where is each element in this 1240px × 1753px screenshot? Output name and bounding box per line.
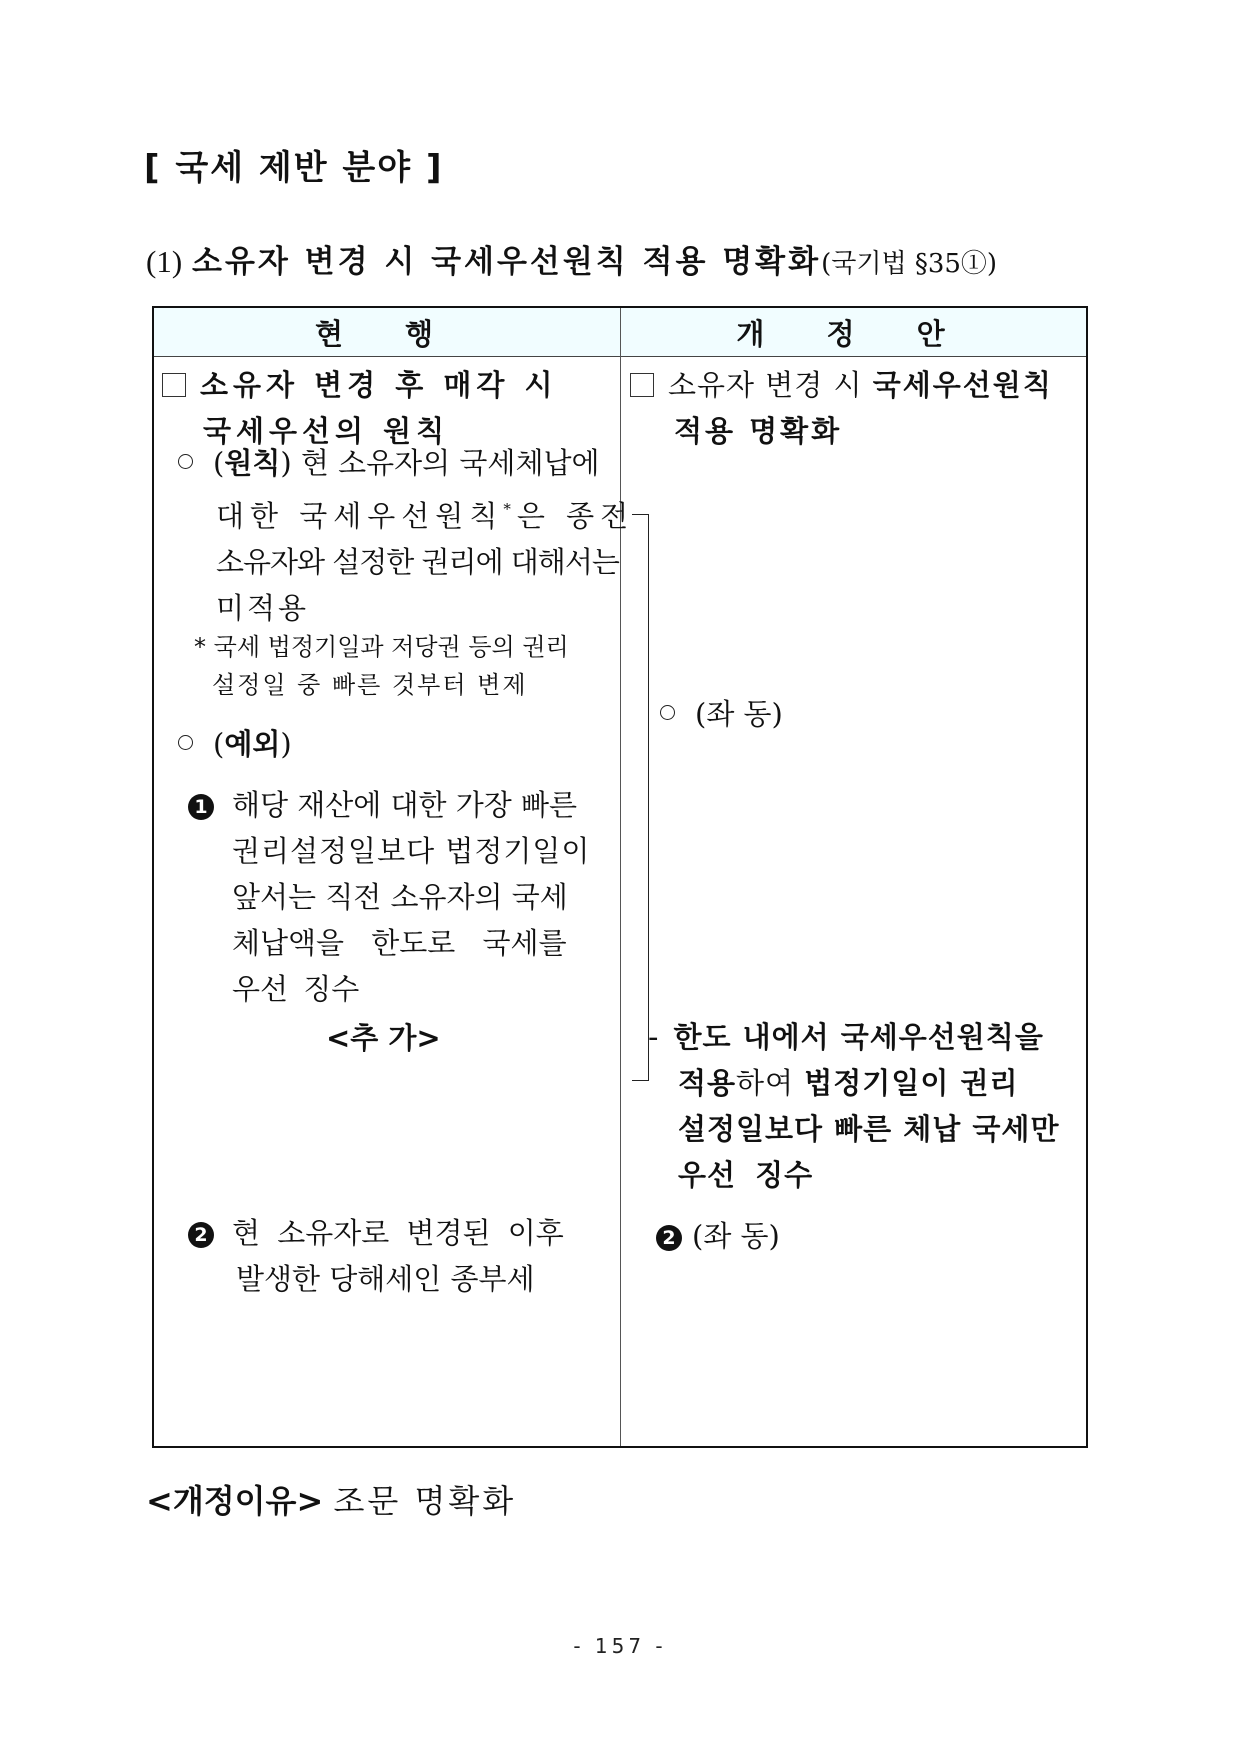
footnote-line2: 설정일 중 빠른 것부터 변제 — [212, 671, 528, 699]
new-item-line2-normal: 하여 — [736, 1066, 805, 1100]
circle-bullet-icon — [178, 735, 193, 750]
header-proposed: 개 정 안 — [621, 308, 1086, 357]
same-as-left-text: (좌 동) — [695, 697, 783, 731]
footnote — [194, 628, 569, 704]
header-current: 현 행 — [154, 308, 620, 357]
exception-1-line5: 우선 징수 — [232, 972, 360, 1006]
exception-heading: (예외) — [178, 722, 292, 763]
exception-1-line2: 권리설정일보다 법정기일이 — [232, 834, 591, 868]
number-1-icon: 1 — [188, 794, 214, 820]
footnote-line1: 국세 법정기일과 저당권 등의 권리 — [213, 633, 569, 661]
principle-line2a: 대한 국세우선원칙 — [216, 499, 504, 533]
footnote-asterisk: * — [194, 633, 206, 661]
proposed-same-1 — [660, 692, 783, 733]
circle-bullet-icon — [178, 454, 193, 469]
footnote-mark: * — [503, 500, 517, 518]
current-heading-line2: 국세우선의 원칙 — [203, 414, 450, 448]
dash-bullet: - — [648, 1020, 660, 1054]
exception-2-line2: 발생한 당해세인 종부세 — [236, 1262, 535, 1296]
reason-text: 조문 명확화 — [333, 1482, 517, 1520]
section-heading: [ 국세 제반 분야 ] — [144, 148, 444, 188]
same-as-left-bracket — [632, 514, 649, 1081]
proposed-heading — [630, 362, 1053, 454]
reason-label: <개정이유> — [146, 1482, 324, 1520]
number-2-icon: 2 — [656, 1225, 682, 1251]
exception-1-line1: 해당 재산에 대한 가장 빠른 — [232, 788, 578, 822]
proposed-item-2-text: (좌 동) — [692, 1219, 780, 1253]
new-item-line2b: 법정기일이 권리 — [804, 1066, 1019, 1100]
item-title — [146, 236, 997, 281]
exception-1-line4: 체납액을 한도로 국세를 — [232, 926, 567, 960]
amendment-reason — [146, 1476, 516, 1522]
principle-line4: 미적용 — [216, 591, 310, 625]
exception-2 — [188, 1210, 564, 1302]
item-number: (1) — [146, 244, 183, 279]
principle-line3: 소유자와 설정한 권리에 대해서는 — [216, 545, 619, 579]
proposed-heading-normal: 소유자 변경 시 — [668, 368, 873, 402]
circle-bullet-icon — [660, 705, 675, 720]
new-item-line3: 설정일보다 빠른 체납 국세만 — [678, 1112, 1060, 1146]
current-heading-line1: 소유자 변경 후 매각 시 — [200, 368, 558, 402]
number-2-icon: 2 — [188, 1222, 214, 1248]
law-reference: (국기법 §35①) — [821, 249, 998, 279]
item-title-text: 소유자 변경 시 국세우선원칙 적용 명확화 — [192, 244, 822, 280]
proposed-new-item — [648, 1014, 1059, 1198]
exception-1-line3: 앞서는 직전 소유자의 국세 — [232, 880, 568, 914]
addition-label: <추 가> — [326, 1021, 441, 1055]
comparison-table — [152, 306, 1088, 1448]
principle-label: 원칙 — [224, 446, 281, 480]
proposed-heading-bold: 국세우선원칙 — [872, 368, 1053, 402]
proposed-item-2 — [656, 1214, 780, 1255]
principle-block: (원칙) 현 소유자의 국세체납에 대한 국세우선원칙*은 종전 소유자와 설정한 권리에 대해서는 미적용 — [178, 440, 634, 631]
square-bullet-icon — [630, 373, 654, 397]
new-item-line2a: 적용 — [678, 1066, 737, 1100]
new-item-line1: 한도 내에서 국세우선원칙을 — [673, 1020, 1044, 1054]
exception-1 — [188, 782, 590, 1012]
principle-line1: 현 소유자의 국세체납에 — [291, 446, 600, 480]
square-bullet-icon — [162, 373, 186, 397]
page-number: - 157 - — [573, 1634, 667, 1658]
principle-line2b: 은 종전 — [516, 499, 635, 533]
exception-label: 예외 — [224, 727, 281, 761]
exception-2-line1: 현 소유자로 변경된 이후 — [232, 1216, 564, 1250]
new-item-line4: 우선 징수 — [678, 1158, 814, 1192]
proposed-heading-line2: 적용 명확화 — [674, 414, 843, 448]
